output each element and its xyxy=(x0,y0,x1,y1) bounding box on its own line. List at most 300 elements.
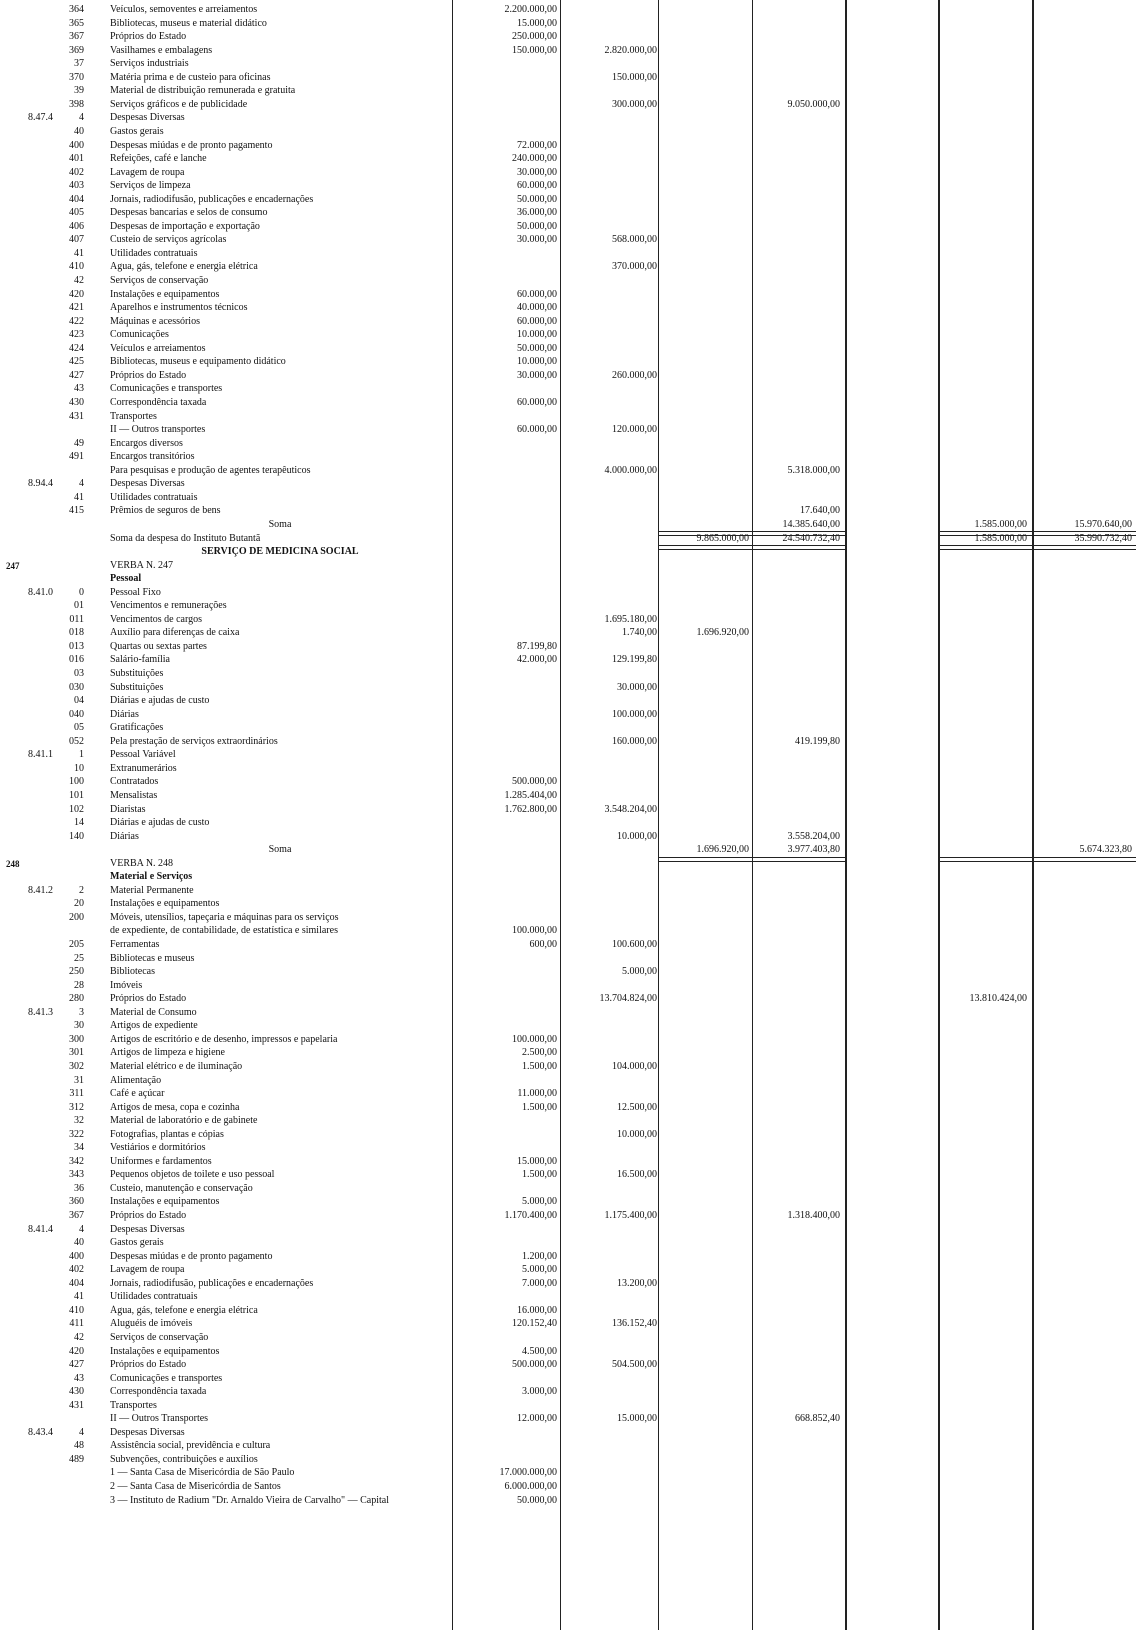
item-code: 489 xyxy=(69,1453,84,1465)
item-description: Vencimentos e remunerações xyxy=(110,600,227,612)
amount-v2: 300.000,00 xyxy=(612,98,657,110)
total-rule xyxy=(938,857,1032,862)
table-row xyxy=(0,221,1136,233)
item-description: Comunicações xyxy=(110,329,169,341)
item-code: 402 xyxy=(69,1264,84,1276)
amount-v2: 4.000.000,00 xyxy=(604,464,657,476)
item-description: Despesas de importação e exportação xyxy=(110,220,260,232)
item-code: 427 xyxy=(69,369,84,381)
item-description: Café e açúcar xyxy=(110,1088,165,1099)
item-description: Transportes xyxy=(110,1399,157,1411)
amount-v1: 50.000,00 xyxy=(517,220,557,232)
item-description: Material elétrico e de iluminação xyxy=(110,1060,243,1072)
table-row xyxy=(0,722,1136,734)
table-row xyxy=(0,478,1136,490)
table-row xyxy=(0,898,1136,910)
amount-v1: 7.000,00 xyxy=(522,1277,557,1289)
table-row xyxy=(0,749,1136,761)
table-row xyxy=(0,925,1136,937)
table-row xyxy=(0,1210,1136,1222)
amount-verba: 247 xyxy=(6,560,20,571)
table-row xyxy=(0,45,1136,57)
table-row xyxy=(0,99,1136,111)
table-row xyxy=(0,465,1136,477)
item-code: 430 xyxy=(69,1386,84,1398)
table-row xyxy=(0,397,1136,409)
item-code: 406 xyxy=(69,220,84,232)
item-cls: 8.41.0 xyxy=(28,586,53,598)
item-description: Vasilhames e embalagens xyxy=(110,44,213,56)
table-row xyxy=(0,316,1136,328)
table-row xyxy=(0,1088,1136,1100)
item-code: 0 xyxy=(79,586,84,598)
table-row xyxy=(0,682,1136,694)
item-description: VERBA N. 247 xyxy=(110,559,174,571)
item-code: 41 xyxy=(74,1291,84,1303)
table-row xyxy=(0,519,1136,531)
table-row xyxy=(0,1400,1136,1412)
item-code: 34 xyxy=(74,1142,84,1154)
amount-v1: 50.000,00 xyxy=(517,342,557,354)
amount-v3: 1.696.920,00 xyxy=(696,627,749,639)
item-description: Próprios do Estado xyxy=(110,1210,187,1221)
table-row xyxy=(0,871,1136,883)
table-row xyxy=(0,776,1136,788)
table-row xyxy=(0,1156,1136,1168)
item-code: 011 xyxy=(69,613,84,625)
table-row xyxy=(0,370,1136,382)
amount-v4: 668.852,40 xyxy=(795,1413,840,1425)
table-row xyxy=(0,112,1136,124)
item-description: Extranumerários xyxy=(110,762,177,774)
item-description: Matéria prima e de custeio para oficinas xyxy=(110,71,271,83)
item-description: Móveis, utensílios, tapeçaria e máquinas para os serviços xyxy=(110,911,339,923)
amount-v2: 16.500,00 xyxy=(617,1169,657,1181)
item-description: Despesas miúdas e de pronto pagamento xyxy=(110,1250,273,1262)
amount-v1: 2.500,00 xyxy=(522,1047,557,1059)
table-row xyxy=(0,275,1136,287)
table-row xyxy=(0,167,1136,179)
amount-v1: 4.500,00 xyxy=(522,1345,557,1357)
item-description: Aparelhos e instrumentos técnicos xyxy=(110,302,248,314)
item-description: de expediente, de contabilidade, de estatística e similares xyxy=(110,925,338,937)
table-row xyxy=(0,1359,1136,1371)
item-description: Instalações e equipamentos xyxy=(110,1345,220,1357)
item-code: 400 xyxy=(69,139,84,151)
table-row xyxy=(0,695,1136,707)
item-description: Lavagem de roupa xyxy=(110,1264,185,1276)
amount-v1: 100.000,00 xyxy=(512,1033,557,1045)
amount-v1: 1.762.800,00 xyxy=(504,803,557,815)
amount-v1: 3.000,00 xyxy=(522,1386,557,1398)
total-rule xyxy=(938,531,1032,536)
amount-v1: 5.000,00 xyxy=(522,1264,557,1276)
amount-v5: 13.810.424,00 xyxy=(969,993,1027,1005)
item-code: 200 xyxy=(69,911,84,923)
amount-v4: 1.318.400,00 xyxy=(787,1210,840,1221)
item-description: Vestiários e dormitórios xyxy=(110,1142,206,1154)
item-code: 491 xyxy=(69,451,84,463)
item-description: Mensalistas xyxy=(110,789,158,801)
table-row xyxy=(0,1454,1136,1466)
item-description: Despesas miúdas e de pronto pagamento xyxy=(110,139,273,151)
amount-v1: 600,00 xyxy=(529,939,557,950)
amount-v2: 136.152,40 xyxy=(612,1318,657,1330)
item-code: 4 xyxy=(79,112,84,124)
item-description: Artigos de limpeza e higiene xyxy=(110,1047,225,1059)
table-row xyxy=(0,261,1136,273)
table-row xyxy=(0,1224,1136,1236)
item-code: 367 xyxy=(69,1210,84,1221)
item-code: 398 xyxy=(69,98,84,110)
item-description: Substituições xyxy=(110,668,164,679)
item-description: Material de Consumo xyxy=(110,1006,197,1018)
item-code: 430 xyxy=(69,397,84,408)
item-code: 30 xyxy=(74,1020,84,1032)
table-row xyxy=(0,234,1136,246)
item-code: 14 xyxy=(74,817,84,828)
table-row xyxy=(0,85,1136,97)
item-description: Agua, gás, telefone e energia elétrica xyxy=(110,261,258,273)
item-code: 365 xyxy=(69,17,84,29)
item-code: 018 xyxy=(69,627,84,639)
amount-v1: 87.199,80 xyxy=(517,640,557,652)
item-description: Despesas Diversas xyxy=(110,1223,185,1235)
item-description: Diaristas xyxy=(110,803,146,815)
item-code: 41 xyxy=(74,491,84,503)
item-cls: 8.43.4 xyxy=(28,1426,53,1438)
amount-v2: 370.000,00 xyxy=(612,261,657,273)
item-description: Utilidades contratuais xyxy=(110,1291,198,1303)
amount-v2: 100.000,00 xyxy=(612,708,657,720)
amount-v1: 2.200.000,00 xyxy=(504,4,557,15)
table-row xyxy=(0,1373,1136,1385)
amount-v2: 100.600,00 xyxy=(612,939,657,950)
amount-v2: 160.000,00 xyxy=(612,735,657,747)
amount-v4: 419.199,80 xyxy=(795,735,840,747)
table-row xyxy=(0,31,1136,43)
amount-v2: 3.548.204,00 xyxy=(604,803,657,815)
amount-v1: 120.152,40 xyxy=(512,1318,557,1330)
item-description: VERBA N. 248 xyxy=(110,857,174,869)
table-row xyxy=(0,980,1136,992)
table-row xyxy=(0,1047,1136,1059)
item-code: 32 xyxy=(74,1115,84,1127)
table-row xyxy=(0,1034,1136,1046)
amount-v1: 60.000,00 xyxy=(517,180,557,192)
item-description: Diárias e ajudas de custo xyxy=(110,695,210,707)
amount-v2: 2.820.000,00 xyxy=(604,44,657,56)
table-row xyxy=(0,709,1136,721)
item-code: 302 xyxy=(69,1060,84,1072)
item-code: 410 xyxy=(69,261,84,273)
amount-v5: 1.585.000,00 xyxy=(974,532,1027,544)
item-description: 3 — Instituto de Radium "Dr. Arnaldo Vieira de Carvalho" — Capital xyxy=(110,1494,389,1506)
item-cls: 8.94.4 xyxy=(28,478,53,490)
item-description: Serviços gráficos e de publicidade xyxy=(110,98,248,110)
table-row xyxy=(0,831,1136,843)
item-code: 39 xyxy=(74,85,84,97)
amount-v1: 10.000,00 xyxy=(517,329,557,341)
item-description: Despesas Diversas xyxy=(110,478,185,490)
table-row xyxy=(0,654,1136,666)
item-description: Vencimentos de cargos xyxy=(110,613,203,625)
item-code: 403 xyxy=(69,180,84,192)
amount-v4: 5.318.000,00 xyxy=(787,464,840,476)
table-row xyxy=(0,587,1136,599)
amount-v4: 9.050.000,00 xyxy=(787,98,840,110)
item-code: 360 xyxy=(69,1196,84,1208)
table-row xyxy=(0,207,1136,219)
item-code: 422 xyxy=(69,315,84,327)
table-row xyxy=(0,1386,1136,1398)
item-code: 016 xyxy=(69,654,84,666)
table-row xyxy=(0,72,1136,84)
amount-v4: 3.558.204,00 xyxy=(787,830,840,842)
amount-v1: 500.000,00 xyxy=(512,1359,557,1370)
amount-v1: 30.000,00 xyxy=(517,234,557,246)
item-code: 4 xyxy=(79,478,84,490)
table-row xyxy=(0,383,1136,395)
item-description: Material de distribuição remunerada e gratuita xyxy=(110,85,296,97)
amount-v1: 17.000.000,00 xyxy=(499,1467,557,1479)
amount-v1: 40.000,00 xyxy=(517,302,557,314)
amount-v5: 1.585.000,00 xyxy=(974,518,1027,530)
item-cls: 8.41.2 xyxy=(28,884,53,896)
item-description: Encargos diversos xyxy=(110,437,183,449)
table-row xyxy=(0,1251,1136,1263)
table-row xyxy=(0,627,1136,639)
item-description: Soma xyxy=(268,518,292,530)
item-description: Pela prestação de serviços extraordinários xyxy=(110,735,278,747)
item-description: Imóveis xyxy=(110,979,143,991)
table-row xyxy=(0,1264,1136,1276)
item-description: Pessoal Variável xyxy=(110,749,176,761)
amount-v1: 250.000,00 xyxy=(512,31,557,43)
item-description: Diárias e ajudas de custo xyxy=(110,817,210,828)
table-row xyxy=(0,1102,1136,1114)
amount-v2: 568.000,00 xyxy=(612,234,657,246)
amount-v1: 1.170.400,00 xyxy=(504,1210,557,1221)
item-code: 100 xyxy=(69,776,84,788)
item-description: Serviços de conservação xyxy=(110,1331,209,1343)
item-description: Serviços de limpeza xyxy=(110,180,191,192)
item-code: 423 xyxy=(69,329,84,341)
item-description: Auxílio para diferenças de caixa xyxy=(110,627,240,639)
item-description: Pessoal Fixo xyxy=(110,586,161,598)
item-code: 102 xyxy=(69,803,84,815)
item-description: Soma xyxy=(268,844,292,856)
amount-v1: 11.000,00 xyxy=(517,1088,557,1099)
table-row xyxy=(0,343,1136,355)
amount-v1: 50.000,00 xyxy=(517,1494,557,1506)
item-description: Encargos transitórios xyxy=(110,451,195,463)
item-description: Diárias xyxy=(110,830,139,842)
table-row xyxy=(0,1115,1136,1127)
item-code: 431 xyxy=(69,410,84,422)
item-description: Subvenções, contribuições e auxílios xyxy=(110,1453,258,1465)
item-cls: 8.47.4 xyxy=(28,112,53,124)
amount-v1: 500.000,00 xyxy=(512,776,557,788)
table-row xyxy=(0,1196,1136,1208)
amount-v1: 5.000,00 xyxy=(522,1196,557,1208)
item-code: 400 xyxy=(69,1250,84,1262)
item-code: 28 xyxy=(74,979,84,991)
table-row xyxy=(0,18,1136,30)
item-code: 10 xyxy=(74,762,84,774)
table-row xyxy=(0,1427,1136,1439)
table-row xyxy=(0,194,1136,206)
item-description: Instalações e equipamentos xyxy=(110,1196,220,1208)
table-row xyxy=(0,248,1136,260)
item-description: Prêmios de seguros de bens xyxy=(110,505,221,517)
table-row xyxy=(0,560,1136,572)
table-row xyxy=(0,180,1136,192)
item-code: 01 xyxy=(74,600,84,612)
amount-v1: 1.500,00 xyxy=(522,1101,557,1113)
amount-v4: 24.540.732,40 xyxy=(782,532,840,544)
item-description: Pequenos objetos de toilete e uso pessoal xyxy=(110,1169,275,1181)
table-row xyxy=(0,1237,1136,1249)
item-code: 431 xyxy=(69,1399,84,1411)
amount-v2: 1.740,00 xyxy=(622,627,657,639)
item-code: 4 xyxy=(79,1223,84,1235)
item-code: 40 xyxy=(74,1237,84,1248)
amount-v1: 42.000,00 xyxy=(517,654,557,666)
amount-v4: 14.385.640,00 xyxy=(782,518,840,530)
amount-v1: 30.000,00 xyxy=(517,166,557,178)
table-row xyxy=(0,1318,1136,1330)
amount-v6: 15.970.640,00 xyxy=(1074,518,1132,530)
amount-v2: 5.000,00 xyxy=(622,966,657,978)
item-description: Salário-família xyxy=(110,654,170,666)
item-description: Alimentação xyxy=(110,1074,162,1086)
table-row xyxy=(0,505,1136,517)
amount-v1: 36.000,00 xyxy=(517,207,557,219)
item-code: 43 xyxy=(74,1372,84,1384)
item-description: Gastos gerais xyxy=(110,126,164,137)
table-row xyxy=(0,641,1136,653)
item-cls: 8.41.4 xyxy=(28,1223,53,1235)
item-description: Jornais, radiodifusão, publicações e encadernações xyxy=(110,193,314,205)
item-description: Pessoal xyxy=(110,573,142,585)
amount-v2: 504.500,00 xyxy=(612,1359,657,1370)
amount-v2: 13.200,00 xyxy=(617,1277,657,1289)
table-row xyxy=(0,153,1136,165)
table-row xyxy=(0,1061,1136,1073)
amount-v1: 10.000,00 xyxy=(517,356,557,368)
amount-v2: 30.000,00 xyxy=(617,681,657,693)
amount-v2: 10.000,00 xyxy=(617,830,657,842)
amount-v1: 150.000,00 xyxy=(512,44,557,56)
total-rule xyxy=(938,545,1032,550)
amount-v1: 100.000,00 xyxy=(512,925,557,937)
table-row xyxy=(0,1305,1136,1317)
amount-v1: 16.000,00 xyxy=(517,1304,557,1316)
item-description: Próprios do Estado xyxy=(110,31,187,43)
table-row xyxy=(0,1413,1136,1425)
item-description: Máquinas e acessórios xyxy=(110,315,200,327)
item-description: Contratados xyxy=(110,776,159,788)
item-description: Despesas bancarias e selos de consumo xyxy=(110,207,268,219)
table-row xyxy=(0,573,1136,585)
table-row xyxy=(0,451,1136,463)
table-row xyxy=(0,1278,1136,1290)
item-code: 05 xyxy=(74,722,84,734)
table-row xyxy=(0,1467,1136,1479)
table-row xyxy=(0,763,1136,775)
table-row xyxy=(0,993,1136,1005)
table-row xyxy=(0,912,1136,924)
item-description: Comunicações e transportes xyxy=(110,383,223,395)
amount-v1: 30.000,00 xyxy=(517,369,557,381)
item-description: Utilidades contratuais xyxy=(110,491,198,503)
total-rule xyxy=(752,531,845,536)
item-cls: 8.41.3 xyxy=(28,1006,53,1018)
item-code: 300 xyxy=(69,1033,84,1045)
item-code: 424 xyxy=(69,342,84,354)
table-row xyxy=(0,736,1136,748)
amount-v1: 1.500,00 xyxy=(522,1060,557,1072)
item-code: 420 xyxy=(69,1345,84,1357)
item-description: Aluguéis de imóveis xyxy=(110,1318,193,1330)
item-description: Correspondência taxada xyxy=(110,1386,207,1398)
item-code: 4 xyxy=(79,1426,84,1438)
item-code: 030 xyxy=(69,681,84,693)
total-rule xyxy=(658,857,752,862)
table-row xyxy=(0,1075,1136,1087)
item-code: 41 xyxy=(74,247,84,259)
amount-v1: 15.000,00 xyxy=(517,17,557,29)
item-description: Instalações e equipamentos xyxy=(110,898,220,910)
item-description: Custeio de serviços agrícolas xyxy=(110,234,227,246)
item-code: 013 xyxy=(69,640,84,652)
item-description: Artigos de mesa, copa e cozinha xyxy=(110,1101,240,1113)
item-description: Utilidades contratuais xyxy=(110,247,198,259)
amount-v1: 60.000,00 xyxy=(517,397,557,408)
table-row xyxy=(0,289,1136,301)
amount-v1: 240.000,00 xyxy=(512,153,557,165)
table-row xyxy=(0,1346,1136,1358)
item-description: Bibliotecas, museus e material didático xyxy=(110,17,267,29)
amount-v2: 1.695.180,00 xyxy=(604,613,657,625)
amount-v4: 17.640,00 xyxy=(800,505,840,517)
amount-verba: 248 xyxy=(6,858,20,869)
item-description: Água, gás, telefone e energia elétrica xyxy=(110,1304,258,1316)
item-description: Jornais, radiodifusão, publicações e encadernações xyxy=(110,1277,314,1289)
table-row xyxy=(0,668,1136,680)
item-description: Assistência social, previdência e cultura xyxy=(110,1440,271,1452)
table-row xyxy=(0,1169,1136,1181)
amount-v1: 1.500,00 xyxy=(522,1169,557,1181)
table-row xyxy=(0,1495,1136,1507)
total-rule xyxy=(752,545,845,550)
item-code: 342 xyxy=(69,1155,84,1167)
item-code: 42 xyxy=(74,1331,84,1343)
item-code: 1 xyxy=(79,749,84,761)
item-description: Refeições, café e lanche xyxy=(110,153,207,165)
item-code: 48 xyxy=(74,1440,84,1452)
item-description: 1 — Santa Casa de Misericórdia de São Paulo xyxy=(110,1467,295,1479)
item-code: 343 xyxy=(69,1169,84,1181)
item-code: 140 xyxy=(69,830,84,842)
item-description: Diárias xyxy=(110,708,139,720)
table-row xyxy=(0,614,1136,626)
amount-v2: 15.000,00 xyxy=(617,1413,657,1425)
amount-v2: 150.000,00 xyxy=(612,71,657,83)
item-code: 402 xyxy=(69,166,84,178)
amount-v2: 1.175.400,00 xyxy=(604,1210,657,1221)
